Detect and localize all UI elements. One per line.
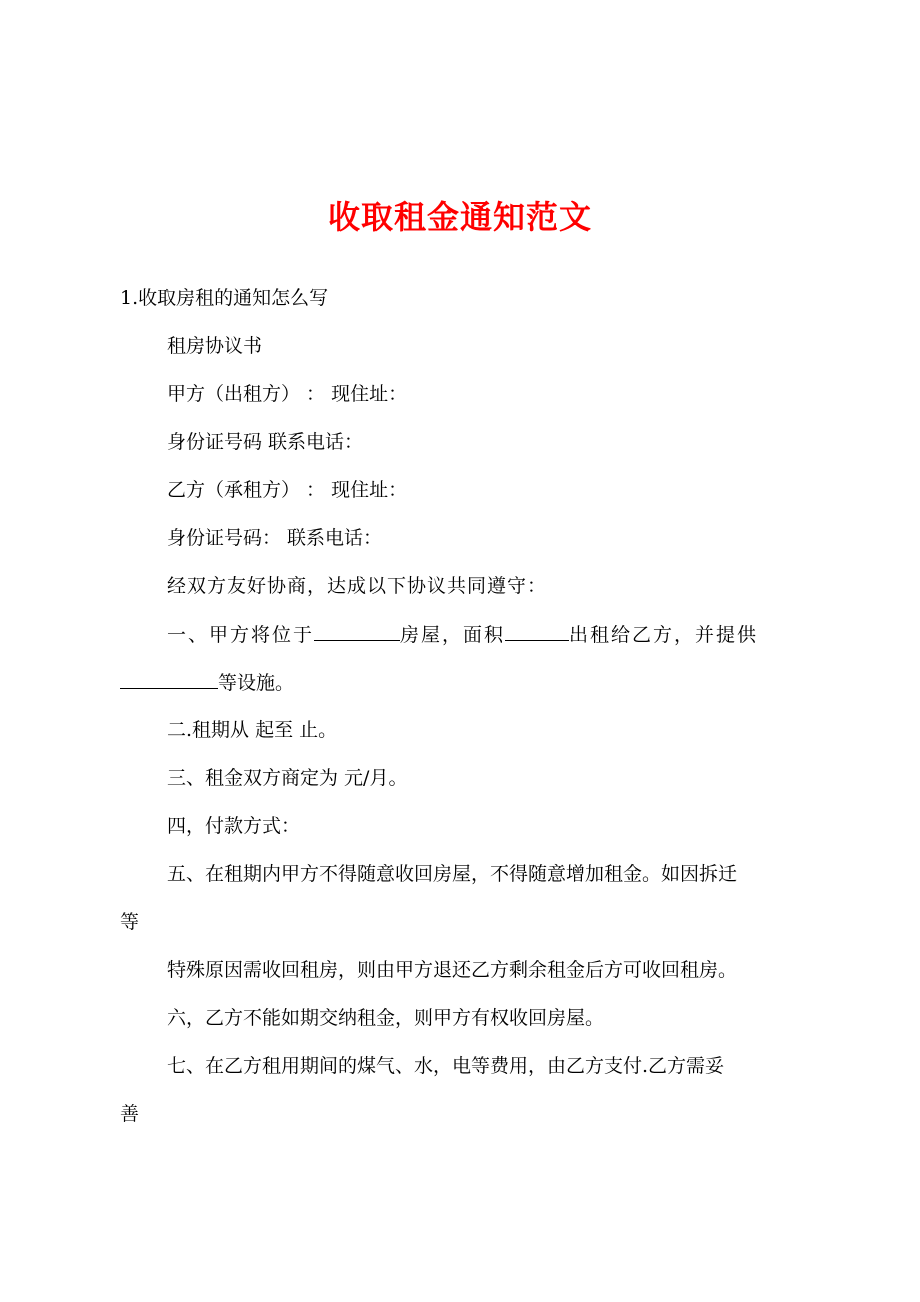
party-a-line: 甲方（出租方） ： 现住址：: [167, 383, 408, 405]
clause-7-line-1: 七、在乙方租用期间的煤气、水，电等费用，由乙方支付.乙方需妥: [167, 1055, 725, 1077]
clause-1-continued-text: 等设施。: [218, 672, 295, 694]
party-b-line: 乙方（承租方） ： 现住址：: [167, 479, 408, 501]
location-blank: [314, 620, 400, 641]
clause-3: 三、租金双方商定为 元/月。: [167, 767, 408, 789]
section-heading: 1.收取房租的通知怎么写: [120, 287, 329, 309]
clause-5-line-2: 特殊原因需收回租房，则由甲方退还乙方剩余租金后方可收回租房。: [167, 959, 738, 981]
clause-5-line-1: 五、在租期内甲方不得随意收回房屋，不得随意增加租金。如因拆迁: [167, 863, 738, 885]
clause-1-continued: [120, 668, 294, 697]
facilities-blank: [120, 668, 218, 689]
party-a-id-line: 身份证号码 联系电话：: [167, 431, 364, 453]
clause-2: 二.租期从 起至 止。: [167, 719, 338, 741]
intro-paragraph: 经双方友好协商，达成以下协议共同遵守：: [167, 575, 548, 597]
clause-4: 四，付款方式：: [167, 815, 301, 837]
clause-1-text-b: 房屋，面积: [400, 624, 506, 646]
clause-1: [167, 620, 758, 649]
area-blank: [505, 620, 569, 641]
clause-6: 六，乙方不能如期交纳租金，则甲方有权收回房屋。: [167, 1007, 605, 1029]
clause-1-text-c: 出租给乙方，并提供: [569, 624, 759, 646]
party-b-id-line: 身份证号码： 联系电话：: [167, 527, 383, 549]
clause-1-text-a: 一、甲方将位于: [167, 624, 315, 646]
agreement-title: 租房协议书: [167, 335, 263, 357]
clause-7-wrap: 善: [120, 1103, 140, 1125]
clause-5-wrap: 等: [120, 911, 140, 933]
document-title: 收取租金通知范文: [327, 198, 592, 236]
